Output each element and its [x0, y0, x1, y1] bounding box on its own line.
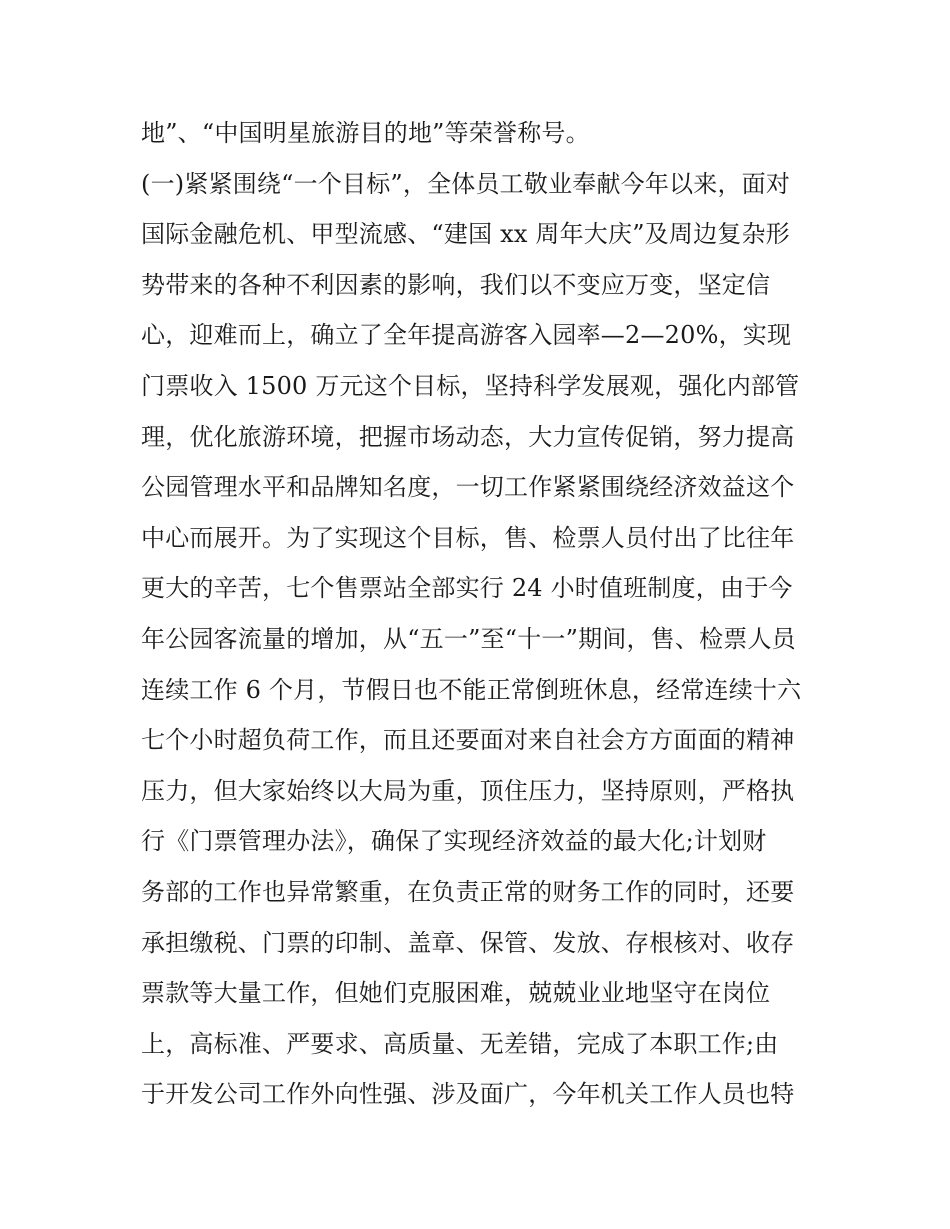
text-line: 势带来的各种不利因素的影响，我们以不变应万变，坚定信	[141, 270, 771, 299]
text-line: 行《门票管理办法》，确保了实现经济效益的最大化;计划财	[141, 827, 767, 856]
text-line: 公园管理水平和品牌知名度，一切工作紧紧围绕经济效益这个	[141, 473, 795, 502]
text-line: 中心而展开。为了实现这个目标，售、检票人员付出了比往年	[141, 523, 795, 552]
text-line: 理，优化旅游环境，把握市场动态，大力宣传促销，努力提高	[141, 422, 795, 451]
text-line: 心，迎难而上，确立了全年提高游客入园率—2—20%，实现	[141, 321, 792, 350]
text-line: 年公园客流量的增加，从“五一”至“十一”期间，售、检票人员	[141, 624, 796, 653]
text-line: 更大的辛苦，七个售票站全部实行 24 小时值班制度，由于今	[141, 574, 793, 603]
text-line: 连续工作 6 个月，节假日也不能正常倒班休息，经常连续十六	[141, 675, 802, 704]
text-line: 上，高标准、严要求、高质量、无差错，完成了本职工作;由	[141, 1029, 779, 1058]
text-line: 地”、“中国明星旅游目的地”等荣誉称号。	[141, 119, 590, 147]
text-line: 于开发公司工作外向性强、涉及面广，今年机关工作人员也特	[141, 1080, 795, 1109]
body-text	[141, 108, 821, 1120]
text-line: (一)紧紧围绕“一个目标”，全体员工敬业奉献今年以来，面对	[141, 169, 791, 198]
text-line: 压力，但大家始终以大局为重，顶住压力，坚持原则，严格执	[141, 776, 795, 805]
text-line: 国际金融危机、甲型流感、“建国 xx 周年大庆”及周边复杂形	[141, 220, 790, 249]
text-line: 门票收入 1500 万元这个目标，坚持科学发展观，强化内部管	[141, 371, 800, 400]
text-line: 务部的工作也异常繁重，在负责正常的财务工作的同时，还要	[141, 877, 795, 906]
text-line: 七个小时超负荷工作，而且还要面对来自社会方方面面的精神	[141, 726, 795, 755]
text-line: 承担缴税、门票的印制、盖章、保管、发放、存根核对、收存	[141, 928, 795, 957]
text-line: 票款等大量工作，但她们克服困难，兢兢业业地坚守在岗位	[141, 979, 771, 1008]
